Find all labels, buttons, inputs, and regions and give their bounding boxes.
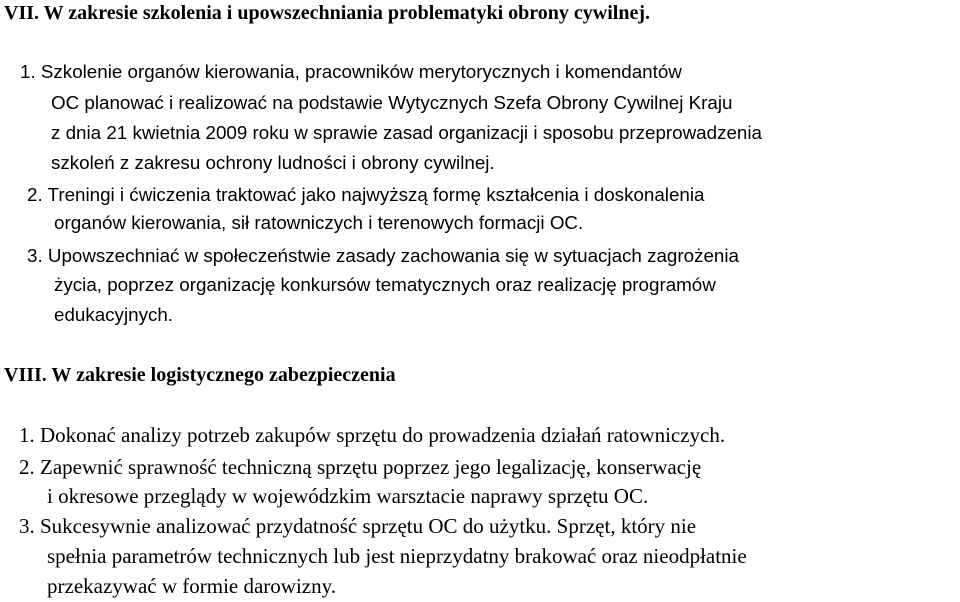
item-line: 3. Upowszechniać w społeczeństwie zasady zachowania się w sytuacjach zagrożenia bbox=[27, 245, 739, 266]
item-line: życia, poprzez organizację konkursów tematycznych oraz realizację programów bbox=[54, 274, 716, 295]
item-line: 3. Sukcesywnie analizować przydatność sprzętu OC do użytku. Sprzęt, który nie bbox=[19, 514, 697, 538]
section-heading: VII. W zakresie szkolenia i upowszechniania problematyki obrony cywilnej. bbox=[4, 2, 650, 24]
item-line: 2. Treningi i ćwiczenia traktować jako najwyższą formę kształcenia i doskonalenia bbox=[27, 184, 705, 205]
item-line: szkoleń z zakresu ochrony ludności i obrony cywilnej. bbox=[51, 152, 495, 173]
item-line: spełnia parametrów technicznych lub jest nieprzydatny brakować oraz nieodpłatnie bbox=[47, 544, 747, 568]
item-line: organów kierowania, sił ratowniczych i terenowych formacji OC. bbox=[54, 212, 584, 233]
section-heading: VIII. W zakresie logistycznego zabezpieczenia bbox=[4, 364, 396, 386]
item-line: i okresowe przeglądy w wojewódzkim warsztacie naprawy sprzętu OC. bbox=[47, 484, 649, 508]
item-line: 1. Szkolenie organów kierowania, pracowników merytorycznych i komendantów bbox=[20, 61, 682, 82]
item-line: 2. Zapewnić sprawność techniczną sprzętu poprzez jego legalizację, konserwację bbox=[19, 455, 702, 479]
item-line: 1. Dokonać analizy potrzeb zakupów sprzętu do prowadzenia działań ratowniczych. bbox=[19, 423, 726, 447]
item-line: OC planować i realizować na podstawie Wytycznych Szefa Obrony Cywilnej Kraju bbox=[51, 92, 733, 113]
item-line: przekazywać w formie darowizny. bbox=[47, 574, 336, 598]
item-line: edukacyjnych. bbox=[54, 304, 174, 325]
item-line: z dnia 21 kwietnia 2009 roku w sprawie zasad organizacji i sposobu przeprowadzenia bbox=[51, 122, 762, 143]
